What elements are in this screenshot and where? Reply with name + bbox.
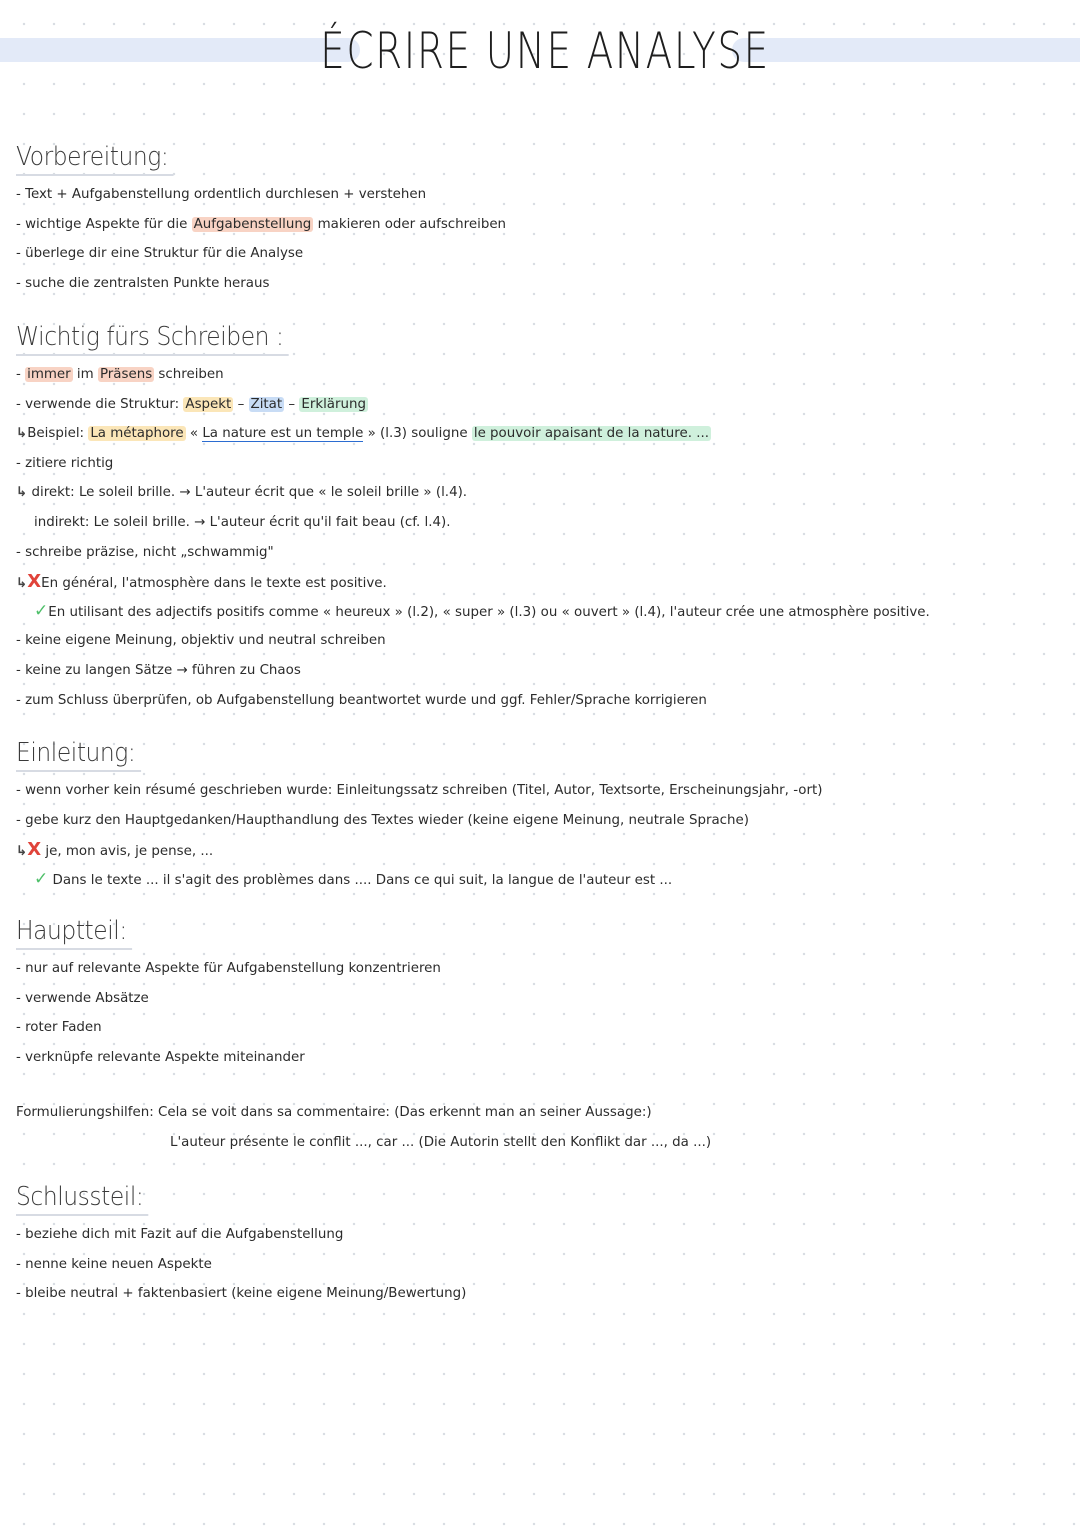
arrow-icon: ↳ <box>16 426 28 442</box>
text: im <box>72 367 98 382</box>
list-item: - verwende Absätze <box>16 990 149 1006</box>
page-title: ÉCRIRE UNE ANALYSE <box>320 22 770 80</box>
text: Beispiel: <box>27 426 89 442</box>
list-item: - zitiere richtig <box>16 455 114 471</box>
list-item: - verknüpfe relevante Aspekte miteinander <box>16 1049 305 1065</box>
section-vorbereitung <box>16 140 1066 298</box>
list-item <box>16 478 1066 508</box>
list-item <box>16 210 1066 240</box>
hauptteil-list <box>16 954 1066 1072</box>
highlight: La nature est un temple <box>202 426 364 442</box>
list-item: - keine eigene Meinung, objektiv und neutral schreiben <box>16 633 386 649</box>
text: – <box>233 396 249 412</box>
highlight-erklaerung: Erklärung <box>301 396 366 412</box>
list-item: - Text + Aufgabenstellung ordentlich durchlesen + verstehen <box>16 187 427 202</box>
list-item <box>16 835 1066 865</box>
list-item: - nenne keine neuen Aspekte <box>16 1256 212 1272</box>
list-item: - schreibe präzise, nicht „schwammig" <box>16 544 274 560</box>
heading-einleitung: Einleitung: <box>16 736 141 772</box>
list-item <box>16 390 1066 420</box>
list-item <box>16 419 1066 449</box>
list-item <box>16 597 1066 627</box>
check-icon: ✓ <box>34 868 49 889</box>
list-item: L'auteur présente le conflit ..., car ... (Die Autorin stellt den Konflikt dar ..., da ...) <box>170 1134 712 1150</box>
highlight-aspekt: Aspekt <box>185 396 232 412</box>
highlight: le pouvoir apaisant de la nature. ... <box>473 426 709 442</box>
text: En utilisant des adjectifs positifs comme « heureux » (l.2), « super » (l.3) ou « ouvert » (l.4), l'auteur crée une atmosphère positive. <box>48 604 930 620</box>
heading-vorbereitung: Vorbereitung: <box>16 140 174 176</box>
text: - wichtige Aspekte für die <box>16 216 192 232</box>
list-item: - suche die zentralsten Punkte heraus <box>16 275 270 291</box>
heading-hauptteil: Hauptteil: <box>16 914 132 950</box>
section-wichtig <box>16 320 1066 715</box>
wichtig-list <box>16 360 1066 715</box>
check-icon: ✓ <box>34 600 49 621</box>
text: - verwende die Struktur: <box>16 396 184 412</box>
cross-icon: X <box>27 839 42 861</box>
heading-wichtig: Wichtig fürs Schreiben : <box>16 320 289 356</box>
highlight: immer <box>27 367 71 382</box>
list-item: - keine zu langen Sätze → führen zu Chaos <box>16 662 301 678</box>
list-item <box>16 567 1066 597</box>
section-schlussteil <box>16 1180 1066 1309</box>
section-hauptteil <box>16 914 1066 1072</box>
list-item: - überlege dir eine Struktur für die Analyse <box>16 246 304 262</box>
highlight: Aufgabenstellung <box>193 216 312 232</box>
cross-icon: X <box>27 571 42 593</box>
highlight-zitat: Zitat <box>250 396 283 412</box>
list-item: - wenn vorher kein résumé geschrieben wurde: Einleitungssatz schreiben (Titel, Autor, Textsorte, Erscheinungsjahr, -ort) <box>16 783 823 798</box>
arrow-icon: ↳ <box>16 576 28 592</box>
vorbereitung-list <box>16 180 1066 298</box>
heading-schlussteil: Schlussteil: <box>16 1180 149 1216</box>
list-item: - roter Faden <box>16 1020 102 1036</box>
text: direkt: Le soleil brille. → L'auteur écrit que « le soleil brille » (l.4). <box>31 485 468 501</box>
list-item: - zum Schluss überprüfen, ob Aufgabenstellung beantwortet wurde und ggf. Fehler/Sprache korrigieren <box>16 692 707 708</box>
arrow-icon: ↳ <box>16 485 28 501</box>
text: Dans le texte ... il s'agit des problèmes dans .... Dans ce qui suit, la langue de l'auteur est ... <box>52 872 673 888</box>
text: « <box>185 426 203 442</box>
schlussteil-list <box>16 1220 1066 1309</box>
list-item: - gebe kurz den Hauptgedanken/Haupthandlung des Textes wieder (keine eigene Meinung, neutrale Sprache) <box>16 812 749 828</box>
list-item: - nur auf relevante Aspekte für Aufgabenstellung konzentrieren <box>16 961 441 976</box>
formulierungshilfen <box>16 1098 1066 1157</box>
list-item <box>16 865 1066 895</box>
arrow-icon: ↳ <box>16 844 28 860</box>
text: makieren oder aufschreiben <box>313 216 507 232</box>
list-item <box>16 360 1066 390</box>
section-einleitung <box>16 736 1066 894</box>
text: - <box>16 367 26 382</box>
list-item: - beziehe dich mit Fazit auf die Aufgabenstellung <box>16 1227 344 1242</box>
text: schreiben <box>154 367 224 382</box>
list-item: - bleibe neutral + faktenbasiert (keine eigene Meinung/Bewertung) <box>16 1286 467 1302</box>
highlight: La métaphore <box>90 426 184 442</box>
text: – <box>284 396 300 412</box>
list-item: Formulierungshilfen: Cela se voit dans sa commentaire: (Das erkennt man an seiner Aussage:) <box>16 1105 652 1120</box>
highlight: Präsens <box>99 367 153 382</box>
text: je, mon avis, je pense, ... <box>45 844 214 860</box>
text: En général, l'atmosphère dans le texte est positive. <box>41 576 387 592</box>
text: » (l.3) souligne <box>363 426 472 442</box>
einleitung-list <box>16 776 1066 894</box>
list-item: indirekt: Le soleil brille. → L'auteur écrit qu'il fait beau (cf. l.4). <box>34 514 451 530</box>
